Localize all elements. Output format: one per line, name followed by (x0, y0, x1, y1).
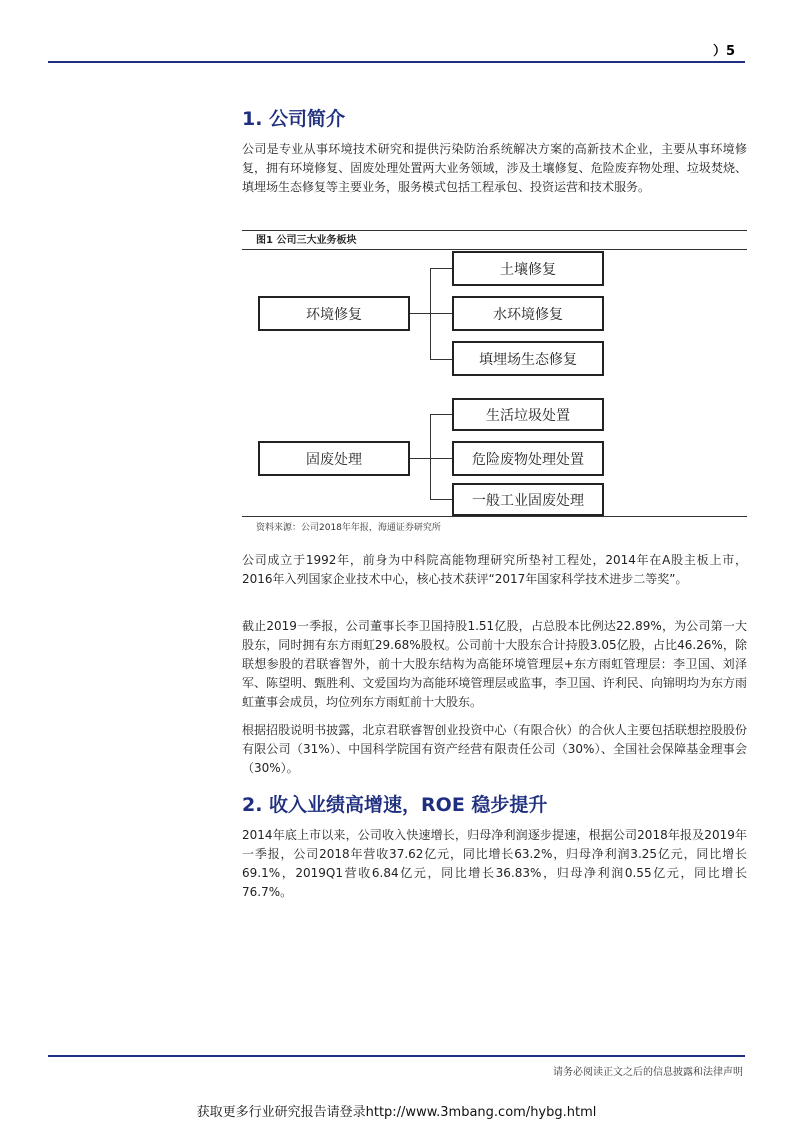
connector-line (430, 359, 452, 360)
connector-line (430, 313, 452, 314)
connector-line (430, 499, 452, 500)
paragraph-intro: 公司是专业从事环境技术研究和提供污染防治系统解决方案的高新技术企业，主要从事环境修复，拥有环境修复、固废处理处置两大业务领域，涉及土壤修复、危险废弃物处理、垃圾焚烧、填埋场生态修复等主要业务，服务模式包括工程承包、投资运营和技术服务。 (242, 142, 747, 194)
connector-line (430, 414, 452, 415)
page-number: ）5 (712, 44, 735, 59)
group-box-solid-waste: 固废处理 (258, 441, 410, 476)
footer-rule (48, 1055, 745, 1057)
group-box-environment-repair: 环境修复 (258, 296, 410, 331)
connector-line (430, 268, 452, 269)
child-box-soil-repair: 土壤修复 (452, 251, 604, 286)
figure-title: 图1 公司三大业务板块 (242, 230, 747, 250)
paragraph-history: 公司成立于1992年，前身为中科院高能物理研究所垫衬工程处，2014年在A股主板上市，2016年入列国家企业技术中心，核心技术获评“2017年国家科学技术进步二等奖”。 (242, 553, 747, 586)
footer-disclaimer: 请务必阅读正文之后的信息披露和法律声明 (553, 1067, 743, 1078)
child-box-hazardous-waste: 危险废物处理处置 (452, 441, 604, 476)
connector-line (430, 414, 431, 500)
paragraph-prospectus: 根据招股说明书披露，北京君联睿智创业投资中心（有限合伙）的合伙人主要包括联想控股股份有限公司（31%）、中国科学院国有资产经营有限责任公司（30%）、全国社会保障基金理事会（30%）。 (242, 723, 747, 775)
connector-line (410, 458, 430, 459)
child-box-landfill-repair: 填埋场生态修复 (452, 341, 604, 376)
child-box-water-repair: 水环境修复 (452, 296, 604, 331)
connector-line (410, 313, 430, 314)
footer-link[interactable]: 获取更多行业研究报告请登录http://www.3mbang.com/hybg.html (196, 1105, 597, 1120)
section-title-intro: 1. 公司简介 (242, 108, 346, 130)
paragraph-shareholders: 截止2019一季报，公司董事长李卫国持股1.51亿股，占总股本比例达22.89%，为公司第一大股东，同时拥有东方雨虹29.68%股权。公司前十大股东合计持股3.05亿股，占比46.26%，除联想参股的君联睿智外，前十大股东结构为高能环境管理层+东方雨虹管理层：李卫国、刘泽军、陈望明、甄胜利、文爱国均为高能环境管理层或监事，李卫国、许利民、向锦明均为东方雨虹董事会成员，均位列东方雨虹前十大股东。 (242, 619, 747, 709)
section-title-growth: 2. 收入业绩高增速，ROE 稳步提升 (242, 794, 548, 816)
figure-source: 资料来源：公司2018年年报，海通证券研究所 (256, 523, 441, 533)
child-box-household-waste: 生活垃圾处置 (452, 398, 604, 431)
paragraph-growth: 2014年底上市以来，公司收入快速增长，归母净利润逐步提速，根据公司2018年报及2019年一季报，公司2018年营收37.62亿元，同比增长63.2%，归母净利润3.25亿元，同比增长69.1%，2019Q1营收6.84亿元，同比增长36.83%，归母净利润0.55亿元，同比增长76.7%。 (242, 828, 747, 899)
figure-bottom-rule (242, 516, 747, 517)
child-box-industrial-waste: 一般工业固废处理 (452, 483, 604, 516)
connector-line (430, 458, 452, 459)
header-rule (48, 61, 745, 63)
